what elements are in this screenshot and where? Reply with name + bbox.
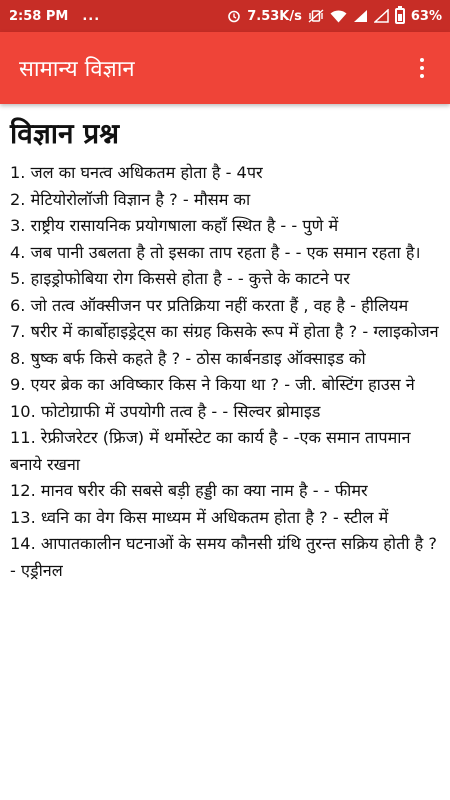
app-bar <box>0 32 450 104</box>
qa-item-3: 3. राष्ट्रीय रासायनिक प्रयोगषाला कहाँ स्थित है - - पुणे में <box>10 216 339 235</box>
article-content[interactable] <box>0 104 450 800</box>
battery-icon <box>395 8 405 24</box>
signal-icon-2 <box>374 9 389 23</box>
qa-item-10: 10. फोटोग्राफी में उपयोगी तत्व है - - सिल्वर ब्रोमाइड <box>10 401 321 421</box>
qa-item-14: 14. आपातकालीन घटनाओं के समय कौनसी ग्रंथि तुरन्त सक्रिय होती है ? - एड्रीनल <box>10 534 437 580</box>
status-time: 2:58 PM <box>9 8 69 24</box>
qa-item-12: 12. मानव षरीर की सबसे बड़ी हड्डी का क्या नाम है - - फीमर <box>10 481 368 500</box>
status-bar <box>0 0 450 32</box>
page-heading: विज्ञान प्रश्न <box>10 117 120 150</box>
notification-dots: ... <box>82 8 101 24</box>
qa-item-4: 4. जब पानी उबलता है तो इसका ताप रहता है - - एक समान रहता है। <box>10 242 421 262</box>
wifi-icon <box>330 10 347 23</box>
app-title: सामान्य विज्ञान <box>19 57 135 82</box>
network-speed: 7.53K/s <box>247 8 302 24</box>
qa-item-7: 7. षरीर में कार्बोहाइड्रेट्स का संग्रह किसके रूप में होता है ? - ग्लाइकोजन <box>10 322 439 341</box>
overflow-menu-icon[interactable] <box>410 48 434 88</box>
qa-item-8: 8. षुष्क बर्फ किसे कहते है ? - ठोस कार्बनडाइ ऑक्साइड को <box>10 348 366 368</box>
qa-item-11: 11. रेफ्रीजरेटर (फ्रिज) में थर्मोस्टेट का कार्य है - -एक समान तापमान बनाये रखना <box>10 428 411 474</box>
alarm-icon <box>227 9 241 23</box>
qa-item-1: 1. जल का घनत्व अधिकतम होता है - 4पर <box>10 163 263 182</box>
vibrate-icon <box>308 9 324 23</box>
qa-item-6: 6. जो तत्व ऑक्सीजन पर प्रतिक्रिया नहीं करता हैं , वह है - हीलियम <box>10 295 409 315</box>
battery-level: 63% <box>410 8 442 24</box>
qa-item-13: 13. ध्वनि का वेग किस माध्यम में अधिकतम होता है ? - स्टील में <box>10 507 389 527</box>
qa-item-5: 5. हाइड्रोफोबिया रोग किससे होता है - - कुत्ते के काटने पर <box>10 269 350 288</box>
qa-item-9: 9. एयर ब्रेक का अविष्कार किस ने किया था ? - जी. बोस्टिंग हाउस ने <box>10 375 415 394</box>
signal-icon <box>353 9 368 23</box>
qa-item-2: 2. मेटियोरोलॉजी विज्ञान है ? - मौसम का <box>10 189 251 209</box>
